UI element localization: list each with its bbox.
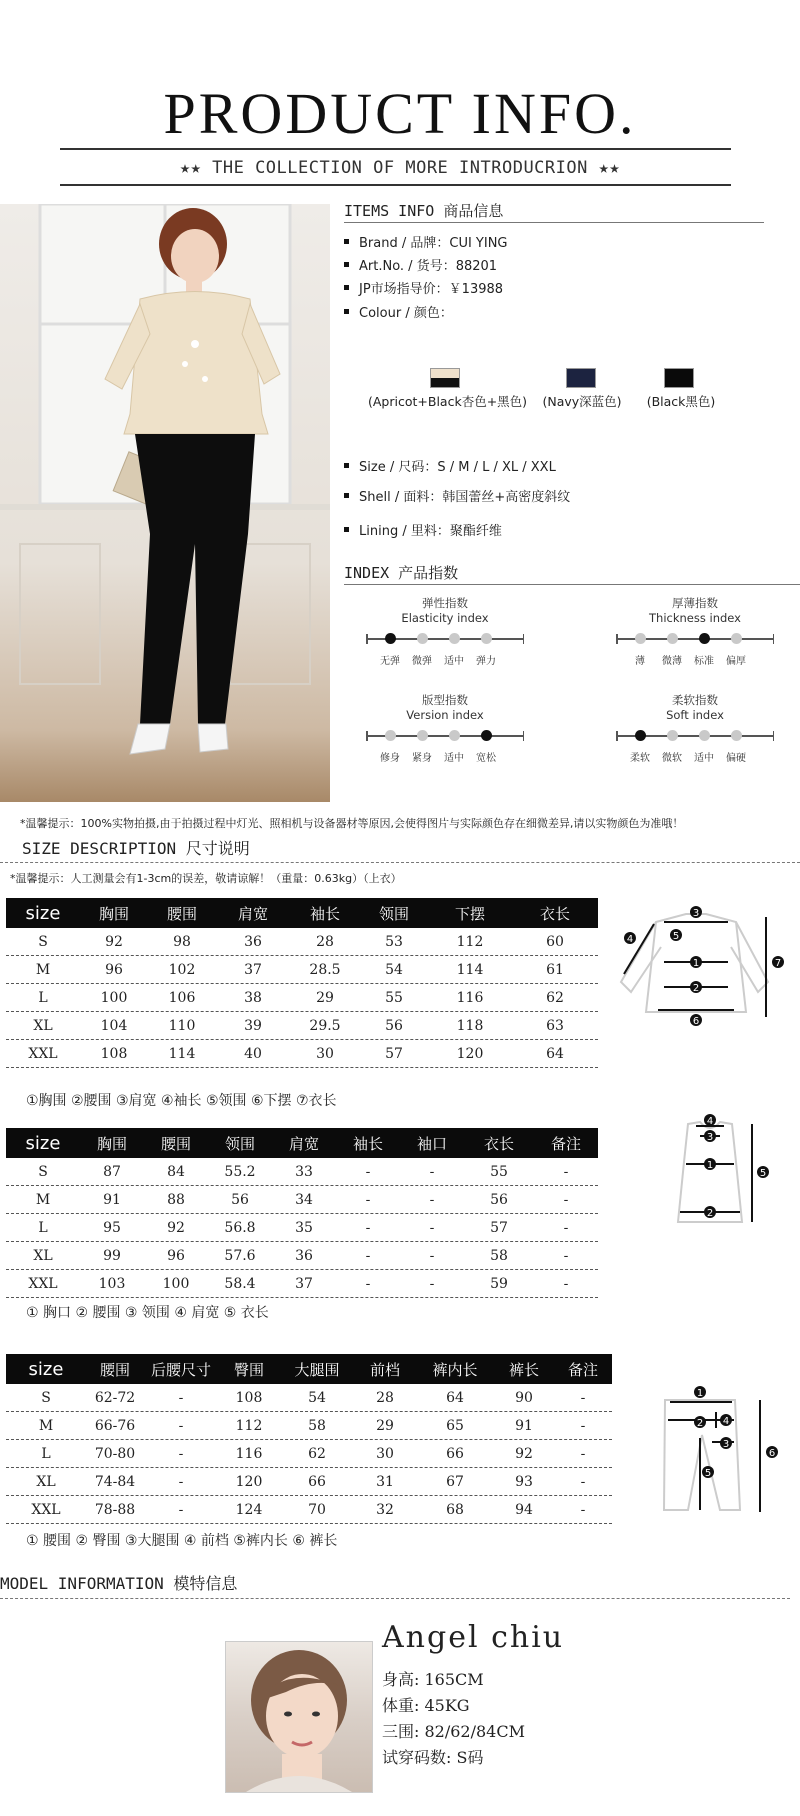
size-table-pants-header: [6, 1354, 612, 1384]
cell: 118: [456, 1017, 484, 1034]
cell: 35: [295, 1219, 313, 1236]
col-waist: 腰围: [160, 1134, 191, 1153]
cell: 95: [103, 1219, 121, 1236]
version-label-4: 宽松: [476, 753, 496, 764]
soft-index: [610, 693, 780, 763]
thickness-label-1: 薄: [635, 656, 645, 667]
thickness-dot-4: [731, 633, 742, 644]
lining-text: Lining / 里料：聚酯纤维: [359, 524, 502, 539]
size-table-top-legend: ①胸围 ②腰围 ③肩宽 ④袖长 ⑤领围 ⑥下摆 ⑦衣长: [26, 1093, 337, 1109]
table-row: [6, 1186, 598, 1214]
color-label-navy: (Navy深蓝色): [542, 394, 622, 409]
cell: 78-88: [94, 1501, 136, 1518]
tank-measure-diagram: [660, 1112, 770, 1236]
page-subtitle: ★★ THE COLLECTION OF MORE INTRODUCRION ★★: [179, 158, 621, 178]
cell: XL: [33, 1247, 53, 1264]
col-sleeve: 袖长: [309, 904, 340, 923]
color-swatch-black: [664, 368, 694, 388]
colour-row: [344, 302, 453, 321]
shell-row: [344, 486, 570, 505]
cell: -: [563, 1219, 569, 1236]
svg-text:2: 2: [696, 1418, 704, 1429]
version-dot-3: [449, 730, 460, 741]
col-collar: 领围: [378, 904, 409, 923]
svg-text:6: 6: [768, 1448, 776, 1459]
cell: 74-84: [94, 1473, 136, 1490]
top-measure-diagram: [606, 902, 786, 1036]
table-row: [6, 1384, 612, 1412]
cell: 124: [235, 1501, 263, 1518]
cell: 92: [167, 1219, 185, 1236]
col-shoulder: 肩宽: [288, 1134, 319, 1153]
cell: M: [35, 961, 51, 978]
version-label-1: 修身: [380, 753, 400, 764]
soft-label-4: 偏硬: [726, 753, 746, 764]
thickness-index: [610, 596, 780, 666]
cell: 90: [515, 1389, 533, 1406]
cell: 114: [168, 1045, 196, 1062]
model-name: Angel chiu: [382, 1620, 565, 1655]
cell: 55: [385, 989, 403, 1006]
cell: -: [178, 1389, 184, 1406]
cell: 39: [244, 1017, 262, 1034]
soft-label-1: 柔软: [630, 753, 650, 764]
brand-text: Brand / 品牌：CUI YING: [359, 236, 508, 251]
thickness-dot-1: [635, 633, 646, 644]
elasticity-dot-4: [481, 633, 492, 644]
cell: -: [365, 1191, 371, 1208]
elasticity-dot-3: [449, 633, 460, 644]
cell: 112: [456, 933, 484, 950]
cell: 100: [100, 989, 128, 1006]
cell: 108: [100, 1045, 128, 1062]
cell: 66: [308, 1473, 326, 1490]
col-length: 衣长: [483, 1134, 514, 1153]
color-swatch-apricot-black: [430, 368, 460, 388]
cell: 110: [168, 1017, 196, 1034]
cell: -: [563, 1163, 569, 1180]
brand-row: [344, 232, 508, 251]
cell: 64: [546, 1045, 564, 1062]
cell: 33: [295, 1163, 313, 1180]
cell: -: [365, 1219, 371, 1236]
cell: 29.5: [309, 1017, 341, 1034]
svg-text:6: 6: [692, 1016, 700, 1027]
soft-label-2: 微软: [662, 753, 682, 764]
cell: M: [35, 1191, 51, 1208]
cell: -: [580, 1473, 586, 1490]
size-table-top: [6, 898, 598, 1068]
elasticity-dot-2: [417, 633, 428, 644]
cell: 36: [295, 1247, 313, 1264]
cell: S: [38, 933, 48, 950]
version-dot-2: [417, 730, 428, 741]
cell: -: [429, 1275, 435, 1292]
model-info-rule: [0, 1598, 790, 1599]
cell: 93: [515, 1473, 533, 1490]
price-row: [344, 278, 503, 297]
cell: -: [429, 1219, 435, 1236]
cell: -: [365, 1163, 371, 1180]
col-size: size: [28, 1358, 64, 1380]
soft-dot-3: [699, 730, 710, 741]
table-row: [6, 1270, 598, 1298]
cell: 92: [105, 933, 123, 950]
cell: 32: [376, 1501, 394, 1518]
cell: 65: [446, 1417, 464, 1434]
version-label-2: 紧身: [412, 753, 432, 764]
col-back-waist: 后腰尺寸: [150, 1360, 211, 1379]
svg-text:7: 7: [774, 958, 782, 969]
col-pants-length: 裤长: [508, 1360, 539, 1379]
cell: 66-76: [94, 1417, 136, 1434]
col-hip: 臀围: [233, 1360, 264, 1379]
col-size: size: [25, 902, 61, 924]
col-length: 衣长: [539, 904, 570, 923]
cell: -: [580, 1389, 586, 1406]
pants-measure-diagram: [650, 1380, 780, 1524]
soft-title-en: Soft index: [666, 708, 724, 722]
cell: 58.4: [224, 1275, 256, 1292]
items-info-heading: ITEMS INFO 商品信息: [344, 202, 504, 220]
table-row: [6, 1440, 612, 1468]
color-label-black: (Black黑色): [646, 394, 716, 409]
cell: 54: [385, 961, 403, 978]
product-photo: [0, 204, 330, 802]
col-size: size: [25, 1132, 61, 1154]
cell: 108: [235, 1389, 263, 1406]
size-desc-rule: [0, 862, 800, 863]
cell: 56: [490, 1191, 508, 1208]
color-label-apricot-black: (Apricot+Black杏色+黑色): [368, 394, 528, 409]
version-dot-4: [481, 730, 492, 741]
page-title: PRODUCT INFO.: [163, 81, 637, 146]
size-table-inner-legend: ① 胸口 ② 腰围 ③ 领围 ④ 肩宽 ⑤ 衣长: [26, 1305, 269, 1321]
table-row: [6, 928, 598, 956]
cell: 102: [168, 961, 196, 978]
model-weight: 体重: 45KG: [382, 1696, 470, 1715]
cell: 68: [446, 1501, 464, 1518]
table-row: [6, 1496, 612, 1524]
model-height: 身高: 165CM: [382, 1670, 484, 1689]
cell: S: [38, 1163, 48, 1180]
price-text: JP市场指导价：￥13988: [359, 282, 504, 297]
cell: -: [178, 1473, 184, 1490]
cell: -: [580, 1445, 586, 1462]
cell: XL: [36, 1473, 56, 1490]
cell: 29: [316, 989, 334, 1006]
cell: 36: [244, 933, 262, 950]
svg-text:2: 2: [706, 1208, 714, 1219]
svg-text:1: 1: [706, 1160, 714, 1171]
thickness-label-3: 标准: [694, 656, 714, 667]
size-table-top-header: [6, 898, 598, 928]
size-text: Size / 尺码：S / M / L / XL / XXL: [359, 460, 556, 475]
cell: 38: [244, 989, 262, 1006]
soft-label-3: 适中: [694, 753, 714, 764]
size-desc-note: *温馨提示：人工测量会有1-3cm的误差，敬请谅解！（重量：0.63kg）（上衣）: [10, 872, 402, 885]
colour-text: Colour / 颜色：: [359, 306, 453, 321]
cell: 70: [308, 1501, 326, 1518]
version-index: [360, 693, 530, 763]
version-title-en: Version index: [406, 708, 484, 722]
index-rule: [344, 584, 800, 585]
cell: -: [429, 1163, 435, 1180]
cell: 114: [456, 961, 484, 978]
svg-text:3: 3: [706, 1132, 714, 1143]
cell: 67: [446, 1473, 464, 1490]
cell: L: [38, 989, 48, 1006]
cell: 34: [295, 1191, 313, 1208]
cell: 116: [456, 989, 484, 1006]
cell: 30: [376, 1445, 394, 1462]
items-info-rule: [344, 222, 764, 223]
svg-text:5: 5: [704, 1468, 712, 1479]
cell: 62-72: [94, 1389, 136, 1406]
cell: 120: [235, 1473, 263, 1490]
cell: L: [38, 1219, 48, 1236]
cell: 60: [546, 933, 564, 950]
cell: S: [41, 1389, 51, 1406]
soft-title-cn: 柔软指数: [672, 693, 718, 707]
cell: 61: [546, 961, 564, 978]
thickness-title-en: Thickness index: [649, 611, 741, 625]
elasticity-dot-1: [385, 633, 396, 644]
cell: 66: [446, 1445, 464, 1462]
cell: 37: [295, 1275, 313, 1292]
cell: 104: [100, 1017, 128, 1034]
elasticity-label-3: 适中: [444, 656, 464, 667]
cell: 106: [168, 989, 196, 1006]
size-desc-heading: SIZE DESCRIPTION 尺寸说明: [22, 839, 250, 858]
cell: 55.2: [224, 1163, 256, 1180]
cell: XXL: [28, 1275, 58, 1292]
col-waist: 腰围: [166, 904, 197, 923]
cell: 37: [244, 961, 262, 978]
size-table-pants-legend: ① 腰围 ② 臀围 ③大腿围 ④ 前档 ⑤裤内长 ⑥ 裤长: [26, 1533, 338, 1549]
cell: 88: [167, 1191, 185, 1208]
cell: 64: [446, 1389, 464, 1406]
table-row: [6, 1412, 612, 1440]
col-cuff: 袖口: [416, 1134, 447, 1153]
cell: 112: [235, 1417, 263, 1434]
svg-text:3: 3: [722, 1439, 730, 1450]
cell: L: [41, 1445, 51, 1462]
col-front-rise: 前档: [369, 1360, 400, 1379]
cell: -: [178, 1445, 184, 1462]
version-dot-1: [385, 730, 396, 741]
cell: 57: [490, 1219, 508, 1236]
cell: 30: [316, 1045, 334, 1062]
cell: 98: [173, 933, 191, 950]
art-no-text: Art.No. / 货号：88201: [359, 259, 498, 274]
cell: 63: [546, 1017, 564, 1034]
cell: 96: [105, 961, 123, 978]
cell: 40: [244, 1045, 262, 1062]
cell: 103: [98, 1275, 126, 1292]
col-chest: 胸围: [96, 1134, 127, 1153]
cell: -: [563, 1275, 569, 1292]
svg-text:1: 1: [696, 1388, 704, 1399]
cell: -: [429, 1191, 435, 1208]
cell: -: [580, 1501, 586, 1518]
cell: 94: [515, 1501, 533, 1518]
soft-dot-4: [731, 730, 742, 741]
cell: 56: [231, 1191, 249, 1208]
table-row: [6, 1468, 612, 1496]
model-measurements: 三围: 82/62/84CM: [382, 1722, 525, 1741]
art-no-row: [344, 255, 497, 274]
table-row: [6, 984, 598, 1012]
version-title-cn: 版型指数: [422, 693, 468, 707]
cell: -: [178, 1417, 184, 1434]
svg-text:5: 5: [759, 1168, 767, 1179]
cell: 29: [376, 1417, 394, 1434]
col-remark: 备注: [567, 1360, 598, 1379]
cell: 53: [385, 933, 403, 950]
thickness-label-2: 微薄: [662, 656, 682, 667]
svg-text:5: 5: [672, 931, 680, 942]
cell: 57.6: [224, 1247, 256, 1264]
cell: 84: [167, 1163, 185, 1180]
cell: 58: [490, 1247, 508, 1264]
cell: 87: [103, 1163, 121, 1180]
cell: 56: [385, 1017, 403, 1034]
cell: 62: [308, 1445, 326, 1462]
col-inseam: 裤内长: [432, 1360, 478, 1379]
elasticity-label-2: 微弹: [412, 656, 432, 667]
model-photo: [225, 1641, 373, 1793]
cell: 28: [376, 1389, 394, 1406]
col-shoulder: 肩宽: [237, 904, 268, 923]
cell: -: [563, 1247, 569, 1264]
table-row: [6, 1158, 598, 1186]
table-row: [6, 1214, 598, 1242]
cell: XXL: [31, 1501, 61, 1518]
cell: 28: [316, 933, 334, 950]
svg-text:3: 3: [692, 908, 700, 919]
cell: 96: [167, 1247, 185, 1264]
elasticity-label-4: 弹力: [476, 656, 496, 667]
table-row: [6, 1242, 598, 1270]
cell: 99: [103, 1247, 121, 1264]
soft-dot-2: [667, 730, 678, 741]
elasticity-title-en: Elasticity index: [401, 611, 489, 625]
col-remark: 备注: [550, 1134, 581, 1153]
cell: -: [429, 1247, 435, 1264]
shell-text: Shell / 面料：韩国蕾丝+高密度斜纹: [359, 490, 571, 505]
cell: -: [580, 1417, 586, 1434]
lining-row: [344, 520, 502, 539]
size-table-pants: [6, 1354, 612, 1524]
cell: XXL: [28, 1045, 58, 1062]
table-row: [6, 1012, 598, 1040]
cell: -: [365, 1275, 371, 1292]
col-thigh: 大腿围: [294, 1360, 340, 1379]
cell: M: [38, 1417, 54, 1434]
thickness-title-cn: 厚薄指数: [672, 596, 718, 610]
svg-text:1: 1: [692, 958, 700, 969]
size-table-inner-header: [6, 1128, 598, 1158]
col-sleeve: 袖长: [352, 1134, 383, 1153]
col-collar: 领围: [224, 1134, 255, 1153]
cell: XL: [33, 1017, 53, 1034]
size-table-inner: [6, 1128, 598, 1298]
cell: 70-80: [94, 1445, 136, 1462]
thickness-label-4: 偏厚: [726, 656, 746, 667]
cell: 91: [515, 1417, 533, 1434]
cell: -: [178, 1501, 184, 1518]
elasticity-index: [360, 596, 530, 666]
svg-text:4: 4: [626, 934, 634, 945]
model-size: 试穿码数: S码: [382, 1748, 484, 1767]
table-row: [6, 1040, 598, 1068]
table-row: [6, 956, 598, 984]
cell: 59: [490, 1275, 508, 1292]
svg-text:2: 2: [692, 983, 700, 994]
elasticity-title-cn: 弹性指数: [422, 596, 468, 610]
cell: 57: [385, 1045, 403, 1062]
cell: 100: [162, 1275, 190, 1292]
thickness-dot-3: [699, 633, 710, 644]
cell: 58: [308, 1417, 326, 1434]
thickness-dot-2: [667, 633, 678, 644]
cell: 91: [103, 1191, 121, 1208]
cell: 92: [515, 1445, 533, 1462]
color-swatch-navy: [566, 368, 596, 388]
cell: -: [563, 1191, 569, 1208]
col-hem: 下摆: [454, 904, 485, 923]
svg-text:4: 4: [706, 1116, 714, 1127]
title-rule-top: [60, 148, 731, 150]
cell: 56.8: [224, 1219, 256, 1236]
col-waist: 腰围: [99, 1360, 130, 1379]
cell: 54: [308, 1389, 326, 1406]
index-heading: INDEX 产品指数: [344, 564, 459, 582]
cell: 120: [456, 1045, 484, 1062]
photo-notice: *温馨提示：100%实物拍摄,由于拍摄过程中灯光、照相机与设备器材等原因,会使得图片与实际颜色存在细微差异,请以实物颜色为准哦！: [20, 817, 684, 830]
cell: 116: [235, 1445, 263, 1462]
cell: 62: [546, 989, 564, 1006]
title-rule-bottom: [60, 184, 731, 186]
soft-dot-1: [635, 730, 646, 741]
cell: 55: [490, 1163, 508, 1180]
size-row: [344, 456, 556, 475]
cell: 28.5: [309, 961, 341, 978]
col-chest: 胸围: [98, 904, 129, 923]
version-label-3: 适中: [444, 753, 464, 764]
cell: 31: [376, 1473, 394, 1490]
svg-text:4: 4: [722, 1416, 730, 1427]
cell: -: [365, 1247, 371, 1264]
model-info-heading: MODEL INFORMATION 模特信息: [0, 1574, 238, 1593]
elasticity-label-1: 无弹: [380, 656, 400, 667]
